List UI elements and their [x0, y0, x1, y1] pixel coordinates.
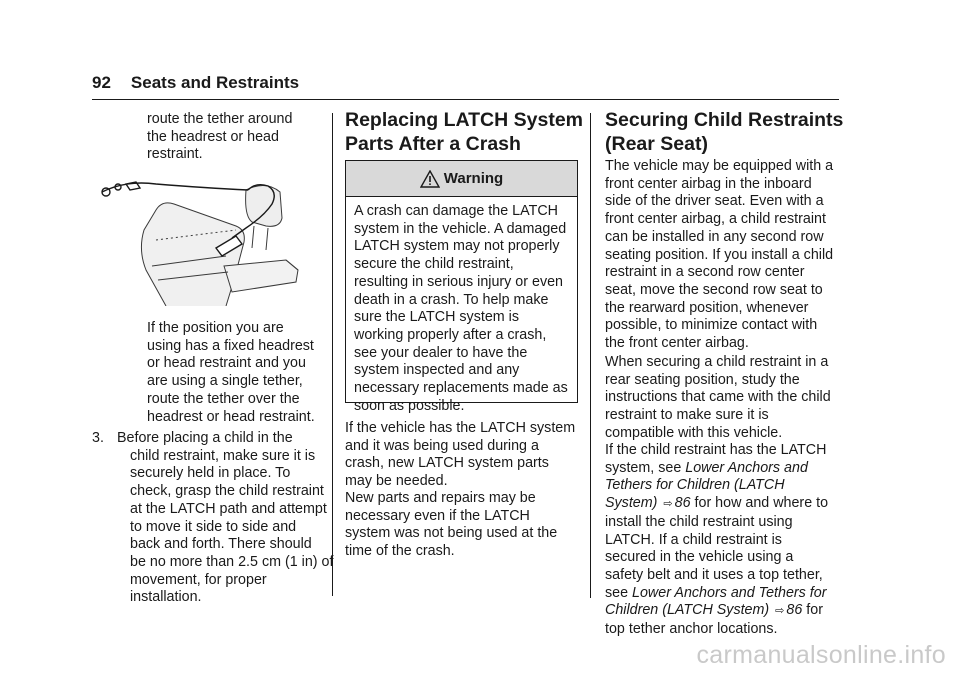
page-header: [92, 73, 299, 93]
latch-paragraph-1: [345, 420, 585, 491]
text-line: secured in the vehicle using a: [605, 549, 794, 566]
text-line: LATCH system may not properly: [354, 238, 560, 255]
page-number: 92: [92, 73, 111, 92]
text-line: [605, 495, 845, 514]
text-line: restraint in a second row center: [605, 264, 805, 281]
text-line: soon as possible.: [354, 397, 465, 414]
securing-paragraph-3: [605, 442, 845, 639]
warning-title: Warning: [443, 170, 504, 187]
text-line: resulting in serious injury or even: [354, 273, 563, 290]
text-line: install the child restraint using: [605, 513, 793, 530]
text-line: If the vehicle has the LATCH system: [345, 420, 576, 436]
warning-body: [346, 197, 577, 415]
warning-box: [345, 160, 578, 414]
text-line: or head restraint and you: [147, 355, 306, 372]
page-ref-arrow-icon: ⇨: [775, 605, 785, 618]
watermark: carmanualsonline.info: [696, 641, 946, 669]
column-divider-right: [590, 113, 591, 598]
text-line: movement, for proper: [130, 571, 267, 588]
text-line: securely held in place. To: [130, 465, 291, 482]
text-line: seat, move the second row seat to: [605, 281, 823, 298]
text-line: necessary replacements made as: [354, 380, 568, 397]
left-note: [147, 320, 327, 426]
text-line: compatible with this vehicle.: [605, 424, 783, 441]
xref-lower-anchors-cont[interactable]: Tethers for Children (LATCH: [605, 477, 785, 494]
text-line: the rearward position, whenever: [605, 299, 809, 316]
securing-paragraph-2: [605, 354, 845, 443]
text-line: system was not being used at the: [345, 525, 558, 542]
text-line: child restraint, make sure it is: [130, 447, 316, 464]
text-line: instructions that came with the child: [605, 389, 831, 406]
xref-lower-anchors-end[interactable]: System): [605, 495, 658, 512]
xref-lower-anchors[interactable]: Lower Anchors and: [685, 459, 808, 476]
xref-lower-anchors-2-end[interactable]: Children (LATCH System): [605, 602, 770, 619]
text-line: sure the LATCH system is: [354, 309, 519, 326]
securing-paragraph-1: [605, 158, 845, 353]
text-line: the headrest or head: [147, 128, 279, 145]
page-ref-link[interactable]: 86: [786, 602, 803, 619]
header-rule: [92, 99, 839, 100]
page-ref-link[interactable]: 86: [674, 495, 691, 512]
heading-line: Securing Child Restraints: [605, 109, 844, 131]
step-number: 3.: [92, 430, 104, 446]
text-line: necessary even if the LATCH: [345, 507, 530, 524]
text-line: time of the crash.: [345, 543, 455, 560]
securing-child-heading: [605, 108, 845, 156]
xref-lower-anchors-2[interactable]: Lower Anchors and Tethers for: [632, 584, 827, 601]
text-line: front center airbag, a child restraint: [605, 211, 826, 228]
text-line: route the tether around: [147, 111, 293, 127]
page-ref-arrow-icon: ⇨: [663, 498, 673, 511]
section-heading: [605, 108, 845, 156]
text-line: side of the driver seat. Even with a: [605, 193, 824, 210]
text-line: [605, 585, 845, 603]
text-line: If the child restraint has the LATCH: [605, 442, 827, 458]
text-line: [605, 602, 845, 621]
text-line: working properly after a crash,: [354, 326, 547, 343]
text-line: using has a fixed headrest: [147, 337, 314, 354]
text-run: see: [605, 584, 633, 601]
text-line: headrest or head restraint.: [147, 408, 315, 425]
text-run: for: [802, 602, 823, 619]
left-intro: [147, 111, 327, 164]
text-line: top tether anchor locations.: [605, 621, 778, 638]
section-heading: [345, 108, 585, 156]
text-line: the front center airbag.: [605, 335, 749, 352]
text-line: The vehicle may be equipped with a: [605, 158, 834, 174]
text-line: If the position you are: [147, 320, 284, 336]
step-3-text: [117, 430, 334, 607]
text-line: rear seating position, study the: [605, 371, 800, 388]
column-divider-left: [332, 113, 333, 596]
warning-triangle-icon: [420, 170, 440, 188]
heading-line: Replacing LATCH System: [345, 109, 584, 131]
text-line: and it was being used during a: [345, 437, 539, 454]
text-line: can be installed in any second row: [605, 228, 824, 245]
section-title: Seats and Restraints: [130, 73, 300, 92]
text-line: secure the child restraint,: [354, 256, 514, 273]
warning-header: [346, 161, 577, 197]
text-run: system, see: [605, 459, 686, 476]
text-line: be no more than 2.5 cm (1 in) of: [130, 553, 334, 570]
heading-line: Parts After a Crash: [345, 133, 521, 155]
text-line: are using a single tether,: [147, 373, 303, 390]
text-run: for how and where to: [690, 495, 829, 512]
text-line: When securing a child restraint in a: [605, 354, 829, 370]
text-line: at the LATCH path and attempt: [130, 500, 327, 517]
text-line: see your dealer to have the: [354, 344, 528, 361]
text-line: restraint.: [147, 146, 203, 163]
text-line: New parts and repairs may be: [345, 490, 536, 506]
text-line: seating position. If you install a child: [605, 246, 834, 263]
seat-tether-illustration: [96, 170, 302, 306]
text-line: LATCH. If a child restraint is: [605, 531, 782, 548]
text-line: may be needed.: [345, 473, 448, 490]
replacing-latch-heading: [345, 108, 585, 156]
text-line: safety belt and it uses a top tether,: [605, 566, 823, 583]
text-line: system inspected and any: [354, 362, 520, 379]
heading-line: (Rear Seat): [605, 133, 708, 155]
text-line: Before placing a child in the: [117, 430, 293, 446]
text-line: route the tether over the: [147, 390, 300, 407]
text-line: A crash can damage the LATCH: [354, 203, 558, 219]
text-line: system in the vehicle. A damaged: [354, 220, 567, 237]
text-line: installation.: [130, 589, 202, 606]
text-line: back and forth. There should: [130, 536, 312, 553]
text-line: death in a crash. To help make: [354, 291, 549, 308]
text-line: [605, 460, 845, 478]
text-line: to move it side to side and: [130, 518, 297, 535]
text-line: front center airbag in the inboard: [605, 175, 812, 192]
latch-paragraph-2: [345, 490, 585, 561]
text-line: crash, new LATCH system parts: [345, 455, 549, 472]
text-line: possible, to minimize contact with: [605, 317, 818, 334]
text-line: check, grasp the child restraint: [130, 483, 324, 500]
text-line: restraint to make sure it is: [605, 407, 769, 424]
